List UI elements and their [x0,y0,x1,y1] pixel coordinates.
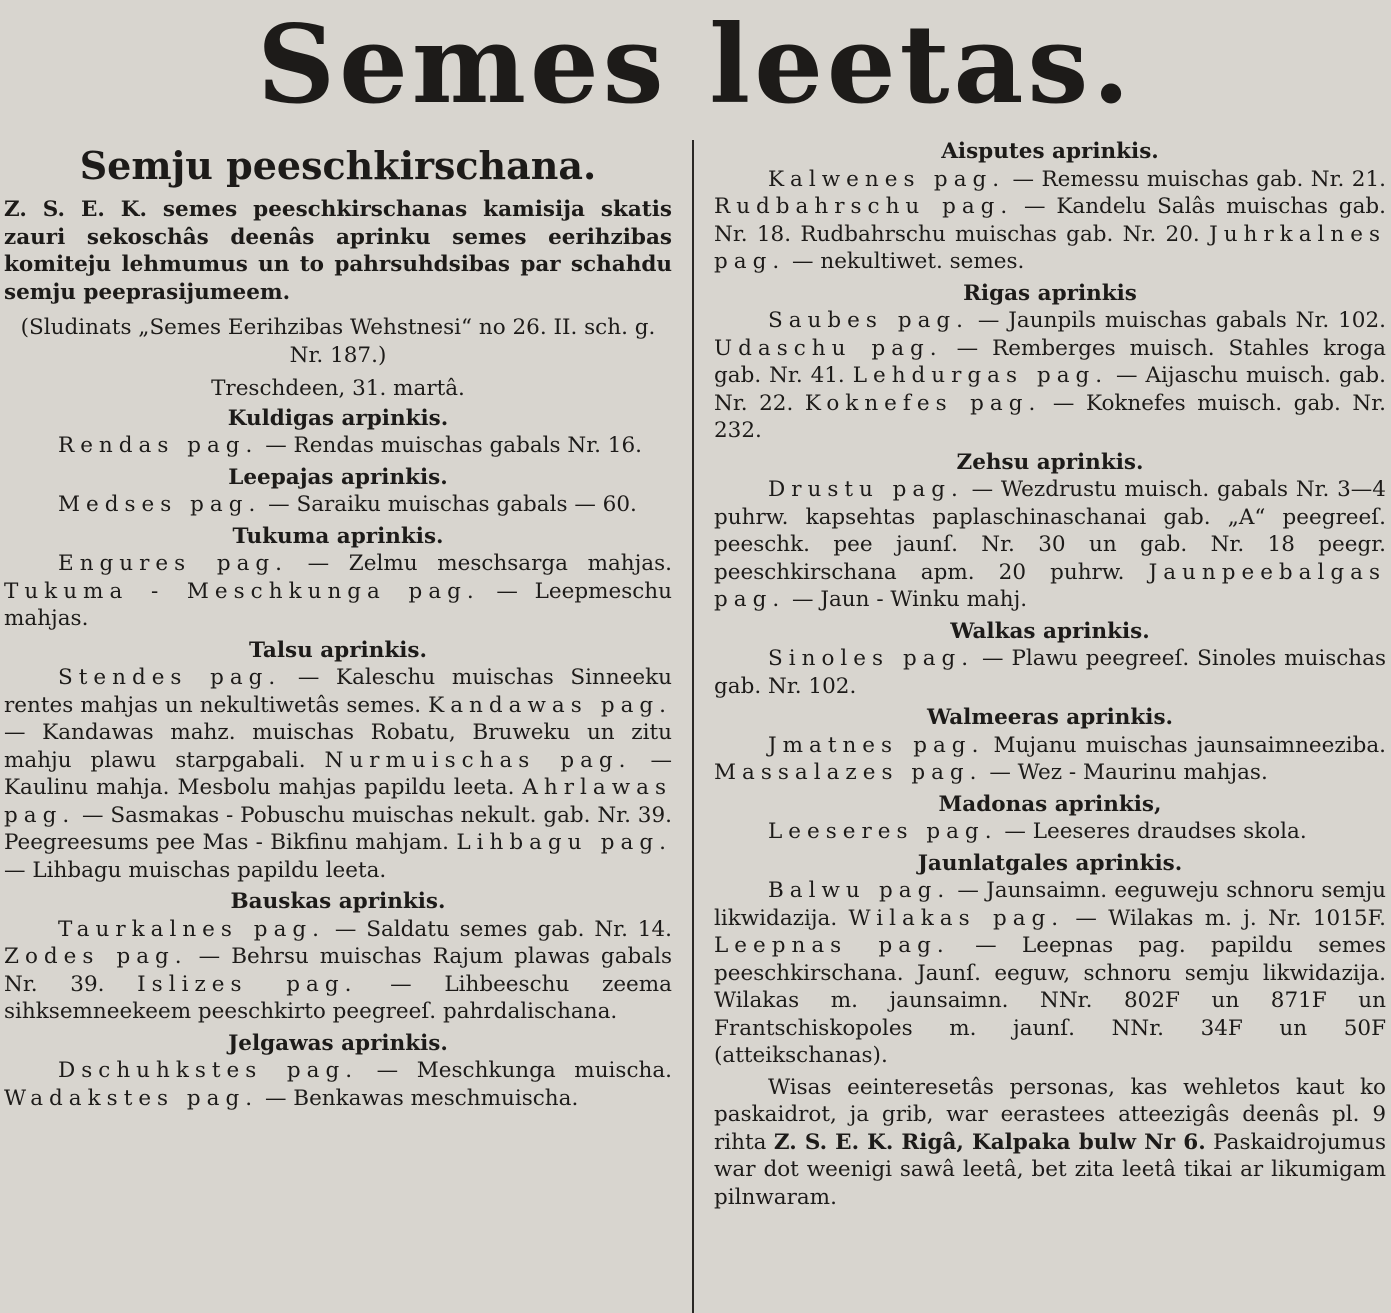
district-paragraph [4,491,672,519]
parish-name: Sinoles pag. [768,646,975,671]
district-heading: Zehsu aprinkis. [956,449,1144,475]
parish-detail: — Aijaschu muisch. gab. Nr. 22. [714,363,1386,416]
closing-lead: Wisas eeinteresetâs personas, kas wehletos kaut ko paskaidrot, ja grib, war eerastees atteezigâs deenâs pl. 9 rihta [714,1074,1386,1155]
parish-name: Engures pag. [58,551,289,576]
article-date: Treschdeen, 31. martâ. [211,376,465,401]
parish-name: Rendas pag. [58,433,259,458]
parish-name: Ahrlawas pag. [4,775,672,828]
parish-name: Nurmuischas pag. [324,747,632,773]
parish-name: Udaschu pag. [714,335,943,361]
parish-detail: — Kandawas mahz. muischas Robatu, Bruweku un zitu mahju plawu starpgabali. [4,720,672,773]
parish-name: Drustu pag. [768,477,964,502]
parish-name: Saubes pag. [768,308,969,333]
parish-detail: — Lihbagu muischas papildu leeta. [4,857,387,883]
parish-name: Koknefes pag. [804,390,1042,416]
district-heading: Rigas aprinkis [963,280,1137,306]
parish-detail: — Plawu peegreeſ. Sinoles muischas gab. Nr. 102. [714,646,1386,699]
parish-name: Wilakas pag. [848,905,1065,931]
parish-name: Jmatnes pag. [768,732,985,758]
district-paragraph [714,818,1386,846]
closing-paragraph [714,1074,1386,1212]
parish-detail: — Remessu muischas gab. Nr. 21. [1005,166,1386,192]
district-paragraph [4,916,672,1026]
parish-name: Stendes pag. [58,665,282,690]
left-column [4,140,672,1116]
district-heading: Aisputes aprinkis. [941,139,1159,164]
parish-name: Leepnas pag. [714,933,950,958]
parish-name: Balwu pag. [768,878,951,903]
parish-detail: — Benkawas meschmuischa. [258,1085,579,1111]
article-intro: Z. S. E. K. semes peeschkirschanas kamisija skatis zauri sekoschâs deenâs aprinku semes eerihzibas komiteju lehmumus un to pahrsuhdsibas par schahdu semju peeprasijumeem. [4,197,672,305]
district-paragraph [714,645,1386,700]
district-paragraph [4,432,672,460]
parish-detail: — Behrsu muischas Rajum plawas gabals Nr. 39. [4,944,673,997]
district-heading: Jaunlatgales aprinkis. [917,850,1183,876]
parish-detail: — Remberges muisch. Stahles kroga gab. Nr. 41. [714,335,1387,388]
district-paragraph [714,307,1386,445]
district-paragraph [714,877,1386,1070]
parish-detail: — Jaunpils muischas gabals Nr. 102. [969,308,1386,333]
parish-detail: — Jaun - Winku mahj. [785,587,1028,612]
district-heading: Leepajas aprinkis. [228,464,448,490]
district-heading: Bauskas aprinkis. [230,889,446,914]
right-column [714,138,1386,1215]
parish-name: Zodes pag. [4,944,188,969]
left-sections [4,405,672,1113]
parish-name: Massalazes pag. [714,760,983,785]
parish-detail: — Kaleschu muischas Sinneeku rentes mahjas un nekultiwetâs semes. [4,665,672,718]
parish-detail: — Leepmeschu mahjas. [4,578,672,631]
district-heading: Walmeeras aprinkis. [926,705,1174,730]
parish-detail: — Lihbeeschu zeema sihksemneekeem peeschkirto peegreeſ. pahrdalischana. [4,971,672,1024]
article-source: (Sludinats „Semes Eerihzibas Wehstnesi“ no 26. II. sch. g. Nr. 187.) [20,315,656,368]
parish-detail: — Koknefes muisch. gab. Nr. 232. [714,390,1386,443]
district-heading: Talsu aprinkis. [248,637,427,663]
parish-detail: — Wilakas m. j. Nr. 1015F. [1064,905,1386,931]
parish-detail: — Wez - Maurinu mahjas. [982,760,1268,785]
district-paragraph [714,166,1386,276]
parish-name: Kalwenes pag. [768,166,1006,192]
parish-name: Islizes pag. [137,971,358,997]
district-heading: Tukuma aprinkis. [232,523,444,549]
parish-name: Rudbahrschu pag. [714,194,1014,219]
closing-tail: Paskaidrojumus war dot weenigi sawâ leetâ, bet zita leetâ tikai ar likumigam pilnwaram. [714,1129,1386,1210]
parish-detail: — Rendas muischas gabals Nr. 16. [258,433,642,458]
parish-detail: — Saldatu semes gab. Nr. 14. [324,916,672,942]
parish-name: Lehdurgas pag. [852,363,1109,388]
parish-detail: — Wezdrustu muisch. gabals Nr. 3—4 puhrw. kapsehtas paplaschinaschanai gab. „A“ peegreeſ. peeschk. pee jaunſ. Nr. 30 un gab. Nr. 18 peegr. peeschkirschana apm. 20 puhrw. [714,477,1386,585]
district-paragraph [714,476,1386,614]
parish-detail: — Kandelu Salâs muischas gab. Nr. 18. Rudbahrschu muischas gab. Nr. 20. [714,194,1386,247]
parish-name: Wadakstes pag. [4,1085,259,1111]
column-divider [692,140,694,1313]
parish-name: Tukuma - Meschkunga pag. [4,578,480,604]
parish-detail: — nekultiwet. semes. [785,249,1025,274]
district-heading: Madonas aprinkis, [938,791,1162,817]
parish-name: Kandawas pag. [428,692,673,718]
parish-detail: — Saraiku muischas gabals — 60. [261,492,637,517]
parish-name: Juhrkalnes pag. [714,221,1386,274]
parish-name: Dschuhkstes pag. [58,1058,359,1083]
parish-detail: — Sasmakas - Pobuschu muischas nekult. gab. Nr. 39. Peegreesums pee Mas - Bikfinu mahjam. [4,802,672,855]
article-title: Semju peeschkirschana. [79,143,597,188]
parish-name: Lihbagu pag. [456,830,672,855]
parish-name: Taurkalnes pag. [58,916,325,942]
district-paragraph [4,1057,672,1112]
district-heading: Walkas aprinkis. [950,618,1150,644]
parish-detail: — Meschkunga muischa. [358,1058,672,1083]
parish-detail: — Jaunsaimn. eeguweju schnoru semju likwidazija. [714,878,1386,931]
parish-name: Medses pag. [58,492,262,517]
parish-detail: — Leepnas pag. papildu semes peeschkirschana. Jaunſ. eeguw, schnoru semju likwidazija. Wilakas m. jaunsaimn. NNr. 802F un 871F un Frantschiskopoles m. jaunſ. NNr. 34F un 50F (atteikschanas). [714,933,1386,1068]
parish-detail: — Zelmu meschsarga mahjas. [288,551,672,576]
parish-detail: — Kaulinu mahja. Mesbolu mahjas papildu leeta. [4,747,672,800]
parish-name: Jaunpeebalgas pag. [714,559,1386,612]
masthead-title: Semes leetas. [257,2,1134,128]
district-heading: Jelgawas aprinkis. [228,1030,448,1056]
district-paragraph [4,550,672,633]
district-heading: Kuldigas arpinkis. [227,405,449,431]
parish-detail: — Leeseres draudses skola. [997,819,1307,844]
parish-detail: Mujanu muischas jaunsaimneeziba. [984,732,1386,758]
district-paragraph [4,664,672,884]
right-sections [714,138,1386,1070]
district-paragraph [714,732,1386,787]
closing-address: Z. S. E. K. Rigâ, Kalpaka bulw Nr 6. [773,1129,1206,1155]
parish-name: Leeseres pag. [768,819,998,844]
